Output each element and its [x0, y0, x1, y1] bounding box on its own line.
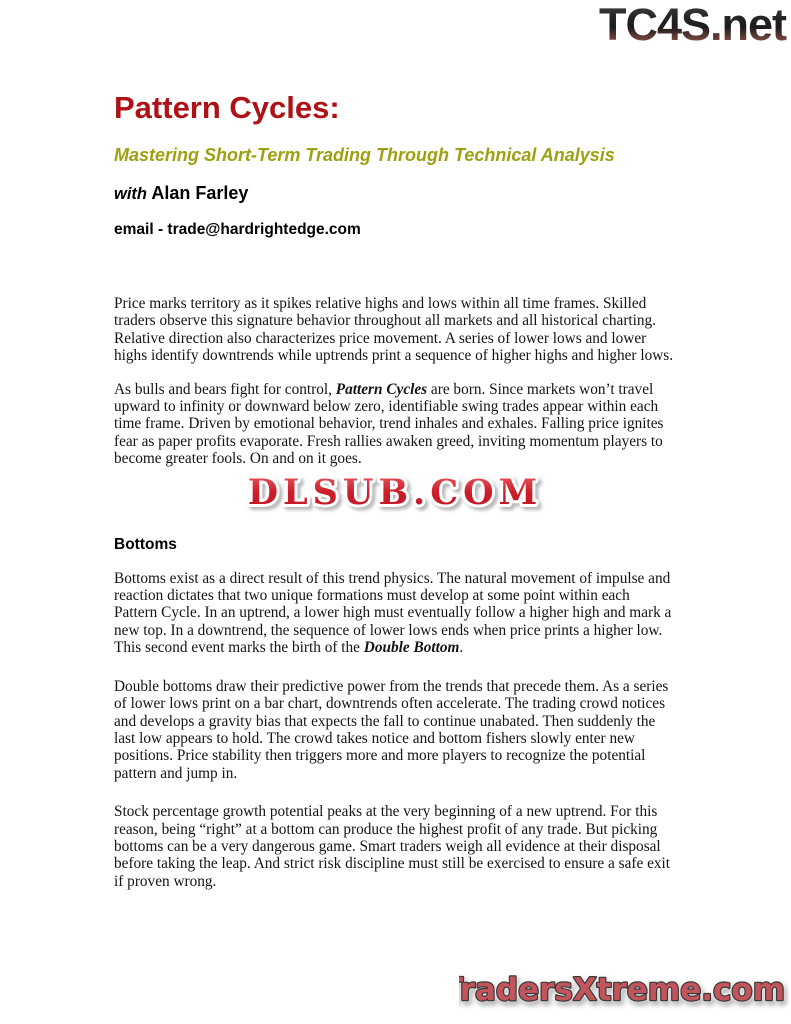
paragraph-intro-1: Price marks territory as it spikes relative highs and lows within all time frames. Skilled traders observe this signature behavior throughout all markets and all historical charting. Relative direction also characterizes price movement. A series of lower lows and lower highs identify downtrends while uptrends print a sequence of higher highs and higher lows. — [114, 295, 674, 365]
paragraph-intro-2 — [114, 381, 676, 468]
tc4s-logo-text: TC4S.net — [598, 0, 786, 50]
paragraph-bottoms-2: Double bottoms draw their predictive power from the trends that precede them. As a series of lower lows print on a bar chart, downtrends often accelerate. The trading crowd notices and develops a gravity bias that expects the fall to continue unabated. Then suddenly the last low appears to hold. The crowd takes notice and bottom fishers slowly enter new positions. Price stability then triggers more and more players to recognize the potential pattern and jump in. — [114, 677, 669, 782]
email-line: email - trade@hardrightedge.com — [114, 221, 361, 238]
tradersxtreme-logo — [459, 964, 789, 1019]
pattern-cycles-emphasis: Pattern Cycles — [335, 380, 428, 398]
byline — [114, 182, 676, 205]
paragraph-text: are born. Since markets won’t travel upward to infinity or downward below zero, identifiable swing trades appear within each time frame. Driven by emotional behavior, trend inhales and exhales. Falling price ignites fear as paper profits evaporate. Fresh rallies awaken greed, inviting momentum players to become greater fools. On and on it goes. — [114, 380, 664, 468]
section-heading-bottoms: Bottoms — [114, 535, 177, 553]
double-bottom-emphasis: Double Bottom — [363, 639, 460, 657]
dlsub-watermark-text: DLSUB.COM — [247, 471, 543, 513]
tradersxtreme-logo-text: TradersXtreme.com — [459, 972, 785, 1008]
paragraph-text: Bottoms exist as a direct result of this trend physics. The natural movement of impulse and reaction dictates that two unique formations must develop at some point within each Pattern Cycle. In an uptrend, a lower high must eventually follow a higher high and mark a new top. In a downtrend, the sequence of lower lows ends when price prints a higher low. This second event marks the birth of the — [114, 569, 672, 657]
paragraph-text: As bulls and bears fight for control, — [114, 380, 336, 398]
dlsub-watermark — [114, 470, 676, 523]
page-title: Pattern Cycles: — [114, 90, 340, 125]
dlsub-watermark-graphic — [225, 470, 565, 518]
page-subtitle: Mastering Short-Term Trading Through Technical Analysis — [114, 145, 615, 165]
paragraph-bottoms-1 — [114, 570, 676, 657]
paragraph-bottoms-3: Stock percentage growth potential peaks at the very beginning of a new uptrend. For this reason, being “right” at a bottom can produce the highest profit of any trade. But picking bottoms can be a very dangerous game. Smart traders weigh all evidence at their disposal before taking the leap. And strict risk discipline must still be exercised to ensure a safe exit if proven wrong. — [114, 803, 671, 890]
paragraph-text: . — [459, 639, 464, 657]
article-content — [114, 0, 676, 890]
byline-prefix: with — [114, 185, 147, 203]
author-name: Alan Farley — [151, 183, 249, 203]
tradersxtreme-logo-graphic — [459, 964, 789, 1014]
